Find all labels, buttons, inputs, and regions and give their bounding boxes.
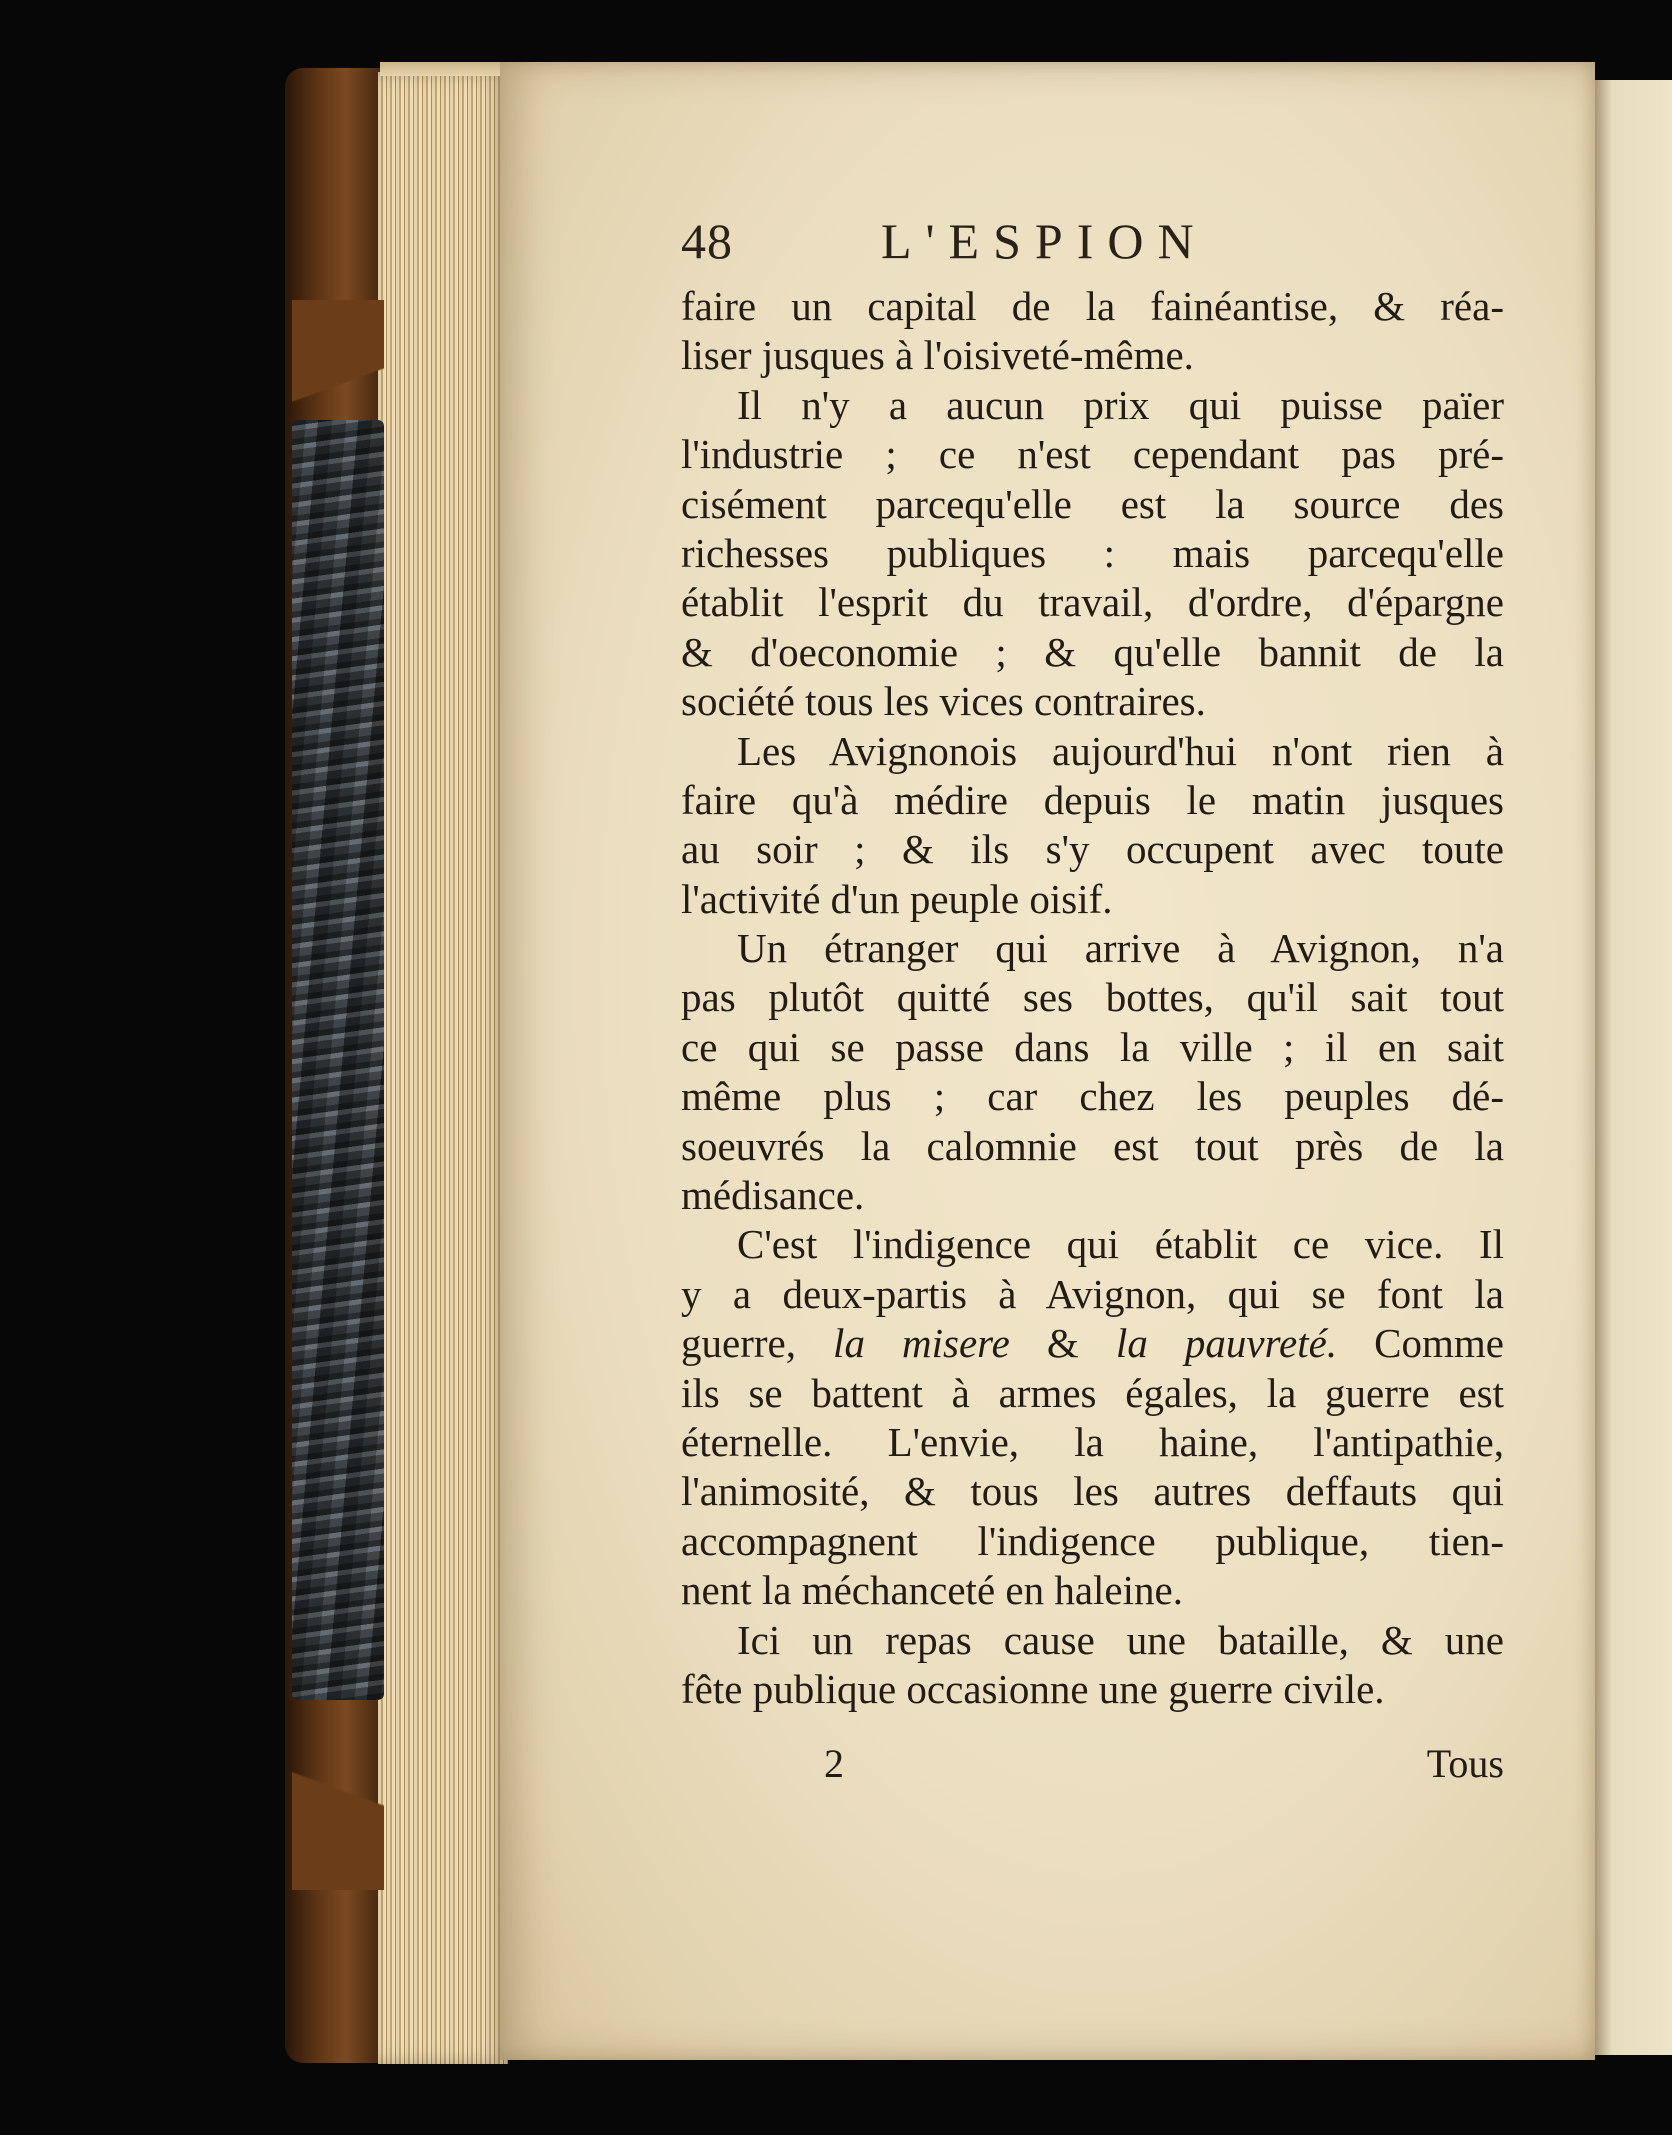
text-line: fête publique occasionne une guerre civile. — [681, 1665, 1385, 1712]
text-line: ce qui se passe dans la ville ; il en sait — [681, 1023, 1504, 1070]
text-line: éternelle. L'envie, la haine, l'antipathie, — [681, 1418, 1504, 1465]
signature-mark: 2 — [824, 1741, 844, 1786]
text-line: ils se battent à armes égales, la guerre est — [681, 1369, 1504, 1416]
page-number: 48 — [681, 213, 733, 269]
book-fore-edge — [378, 72, 508, 2064]
text-line: soeuvrés la calomnie est tout près de la — [681, 1122, 1504, 1169]
running-header — [681, 212, 1501, 272]
text-line: pas plutôt quitté ses bottes, qu'il sait tout — [681, 974, 1504, 1021]
text-line: l'activité d'un peuple oisif. — [681, 875, 1113, 922]
catchword: Tous — [1426, 1741, 1504, 1786]
text-line: C'est l'indigence qui établit ce vice. Il — [737, 1221, 1504, 1268]
text-line: Les Avignonois aujourd'hui n'ont rien à — [737, 727, 1504, 774]
text-line: l'animosité, & tous les autres deffauts qui — [681, 1468, 1504, 1515]
text-fragment: guerre, — [681, 1320, 834, 1367]
text-line: au soir ; & ils s'y occupent avec toute — [681, 826, 1504, 873]
italic-phrase: la misere — [833, 1320, 1010, 1367]
text-line: même plus ; car chez les peuples dé- — [681, 1073, 1504, 1120]
text-line: société tous les vices contraires. — [681, 678, 1206, 725]
italic-phrase: la pauvreté. — [1115, 1320, 1338, 1367]
body-text — [681, 282, 1504, 1714]
text-line: richesses publiques : mais parcequ'elle — [681, 529, 1504, 576]
text-line: faire un capital de la fainéantise, & réa- — [681, 283, 1504, 329]
leather-corner-top — [292, 300, 384, 450]
marbled-board — [292, 420, 384, 1700]
text-line — [681, 1319, 1504, 1368]
page-footer — [681, 1740, 1504, 1796]
text-line: Un étranger qui arrive à Avignon, n'a — [737, 925, 1504, 972]
text-line: Il n'y a aucun prix qui puisse païer — [737, 381, 1504, 428]
next-page-edge — [1592, 80, 1672, 2055]
text-line: liser jusques à l'oisiveté-même. — [681, 332, 1194, 379]
text-line: & d'oeconomie ; & qu'elle bannit de la — [681, 628, 1504, 675]
text-line: établit l'esprit du travail, d'ordre, d'épargne — [681, 579, 1504, 626]
running-title: L'ESPION — [881, 213, 1208, 269]
leather-corner-bottom — [292, 1690, 384, 1890]
text-line: médisance. — [681, 1172, 865, 1219]
text-line: Ici un repas cause une bataille, & une — [737, 1616, 1504, 1663]
text-line: faire qu'à médire depuis le matin jusques — [681, 776, 1504, 823]
text-fragment: Comme — [1337, 1320, 1504, 1367]
text-fragment: & — [1009, 1320, 1116, 1367]
text-line: y a deux-partis à Avignon, qui se font la — [681, 1270, 1504, 1317]
text-line: accompagnent l'indigence publique, tien- — [681, 1517, 1504, 1564]
text-line: nent la méchanceté en haleine. — [681, 1567, 1183, 1614]
text-line: l'industrie ; ce n'est cependant pas pré- — [681, 431, 1504, 478]
text-line: cisément parcequ'elle est la source des — [681, 480, 1504, 527]
